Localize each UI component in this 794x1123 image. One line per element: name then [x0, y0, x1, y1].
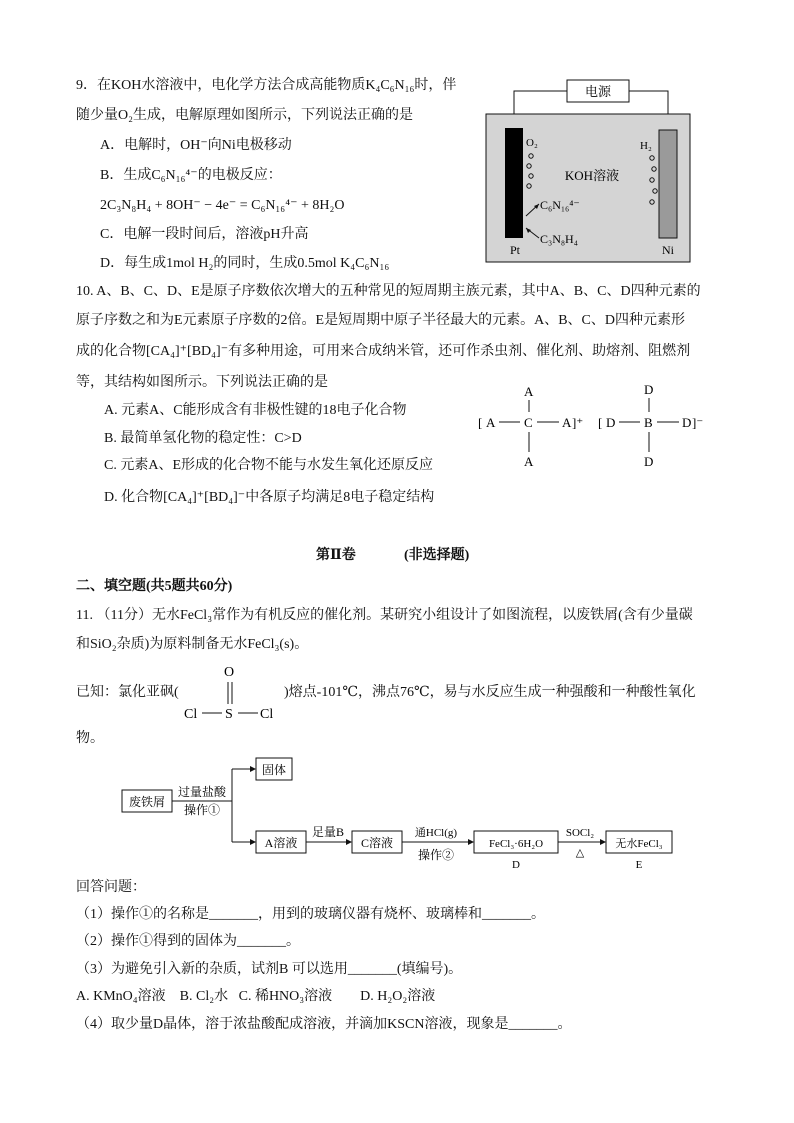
q10-option-b: B. 最简单氢化物的稳定性：C>D [104, 431, 302, 446]
pt-label: Pt [510, 243, 521, 257]
q10-stem-line4: 等，其结构如图所示。下列说法正确的是 [76, 375, 328, 390]
flow-solid-label: 固体 [261, 763, 287, 777]
electrolysis-diagram [482, 76, 694, 266]
atom-a-bottom: A [524, 454, 534, 469]
q11-stem-line2: 和SiO₂杂质)为原料制备无水FeCl₃(s)。 [76, 637, 309, 652]
bracket-right-1: ]⁺ [572, 415, 584, 430]
q9-option-c: C．电解一段时间后，溶液pH升高 [100, 227, 309, 242]
q11-known-prefix: 已知：氯化亚砜( [76, 685, 179, 700]
atom-a-right: A [562, 415, 572, 430]
q11-known-suffix: )熔点-101℃，沸点76℃，易与水反应生成一种强酸和一种酸性氧化 [284, 685, 696, 700]
flow-step3-reagent: 通HCl(g) [414, 827, 458, 839]
o2-label: O₂ [526, 137, 538, 149]
process-flowchart [118, 752, 678, 872]
atom-b: B [644, 415, 653, 430]
q9-option-b: B．生成C₆N₁₆⁴⁻的电极反应： [100, 168, 282, 183]
socl2-oxygen: O [224, 665, 235, 680]
flow-d-label: D [512, 859, 520, 871]
flow-step2-reagent: 足量B [311, 825, 345, 839]
ni-electrode [659, 130, 677, 238]
q10-option-a: A. 元素A、C能形成含有非极性键的18电子化合物 [104, 403, 407, 418]
q10-stem-line2: 原子序数之和为E元素原子序数的2倍。E是短周期中原子半径最大的元素。A、B、C、D四种元素形 [76, 313, 685, 328]
power-source-label: 电源 [584, 84, 612, 99]
bracket-left-1: [ [478, 415, 483, 430]
q9-stem-line2: 随少量O₂生成，电解原理如图所示，下列说法正确的是 [76, 108, 413, 123]
q11-part4: （4）取少量D晶体，溶于浓盐酸配成溶液，并滴加KSCN溶液，现象是_______。 [76, 1017, 572, 1032]
q9-stem-line1: 9．在KOH水溶液中，电化学方法合成高能物质K₄C₆N₁₆时，伴 [76, 78, 457, 93]
bracket-left-2: [ [598, 415, 603, 430]
part-heading: 二、填空题(共5题共60分) [76, 579, 233, 594]
section-title: 第Ⅱ卷 [316, 548, 356, 563]
section-subtitle: (非选择题) [404, 548, 470, 563]
ni-label: Ni [662, 243, 674, 257]
atom-a-top: A [524, 384, 534, 399]
flow-start-label: 废铁屑 [128, 795, 166, 809]
q10-stem-line1: 10. A、B、C、D、E是原子序数依次增大的五种常见的短周期主族元素，其中A、B、C、D四种元素的 [76, 284, 701, 299]
q10-stem-line3: 成的化合物[CA₄]⁺[BD₄]⁻有多种用途，可用来合成纳米管，还可作杀虫剂、催化剂、助熔剂、阻燃剂 [76, 344, 691, 359]
q11-part2: （2）操作①得到的固体为_______。 [76, 934, 300, 949]
q10-option-c: C. 元素A、E形成的化合物不能与水发生氧化还原反应 [104, 458, 433, 473]
socl2-sulfur: S [225, 707, 233, 722]
flow-solution-a-label: A溶液 [264, 836, 298, 850]
h2-label: H₂ [640, 140, 652, 152]
product-label: C₆N₁₆⁴⁻ [540, 198, 580, 212]
socl2-chlorine-right: Cl [260, 707, 274, 722]
flow-step3-operation: 操作② [417, 848, 455, 862]
q10-option-d: D. 化合物[CA₄]⁺[BD₄]⁻中各原子均满足8电子稳定结构 [104, 490, 435, 505]
q11-part3: （3）为避免引入新的杂质，试剂B 可以选用_______(填编号)。 [76, 962, 463, 977]
koh-solution-label: KOH溶液 [564, 168, 620, 183]
flow-e-label: E [635, 859, 643, 871]
flow-step4-heat: △ [575, 847, 585, 859]
flow-d-formula: FeCl₃·6H₂O [488, 838, 544, 850]
q11-answer-intro: 回答问题： [76, 880, 146, 895]
pt-electrode [505, 128, 523, 238]
q9-equation: 2C₃N₈H₄ + 8OH⁻ − 4e⁻ = C₆N₁₆⁴⁻ + 8H₂O [100, 198, 345, 213]
reactant-label: C₃N₈H₄ [540, 232, 578, 246]
atom-d-top: D [644, 382, 654, 397]
flow-solution-c-label: C溶液 [360, 836, 394, 850]
atom-c: C [524, 415, 533, 430]
atom-a-left: A [486, 415, 496, 430]
q11-part1: （1）操作①的名称是_______，用到的玻璃仪器有烧杯、玻璃棒和_______。 [76, 907, 545, 922]
socl2-chlorine-left: Cl [184, 707, 198, 722]
socl2-structure [178, 660, 284, 724]
q9-option-d: D．每生成1mol H₂的同时，生成0.5mol K₄C₆N₁₆ [100, 256, 390, 271]
atom-d-left: D [606, 415, 616, 430]
flow-step4-reagent: SOCl₂ [565, 827, 595, 839]
q11-stem-line1: 11. （11分）无水FeCl₃常作为有机反应的催化剂。某研究小组设计了如图流程，以废铁屑(含有少量碳 [76, 608, 693, 623]
ion-structure-diagram [476, 380, 716, 472]
q11-known-end: 物。 [76, 731, 104, 746]
atom-d-bottom: D [644, 454, 654, 469]
flow-step1-operation: 操作① [183, 803, 221, 817]
q9-option-a: A．电解时，OH⁻向Ni电极移动 [100, 138, 292, 153]
flow-step1-reagent: 过量盐酸 [177, 785, 227, 799]
q11-part3-options: A. KMnO₄溶液 B. Cl₂水 C. 稀HNO₃溶液 D. H₂O₂溶液 [76, 989, 436, 1004]
bracket-right-2: ]⁻ [692, 415, 704, 430]
atom-d-right: D [682, 415, 692, 430]
flow-e-formula: 无水FeCl₃ [615, 838, 663, 850]
